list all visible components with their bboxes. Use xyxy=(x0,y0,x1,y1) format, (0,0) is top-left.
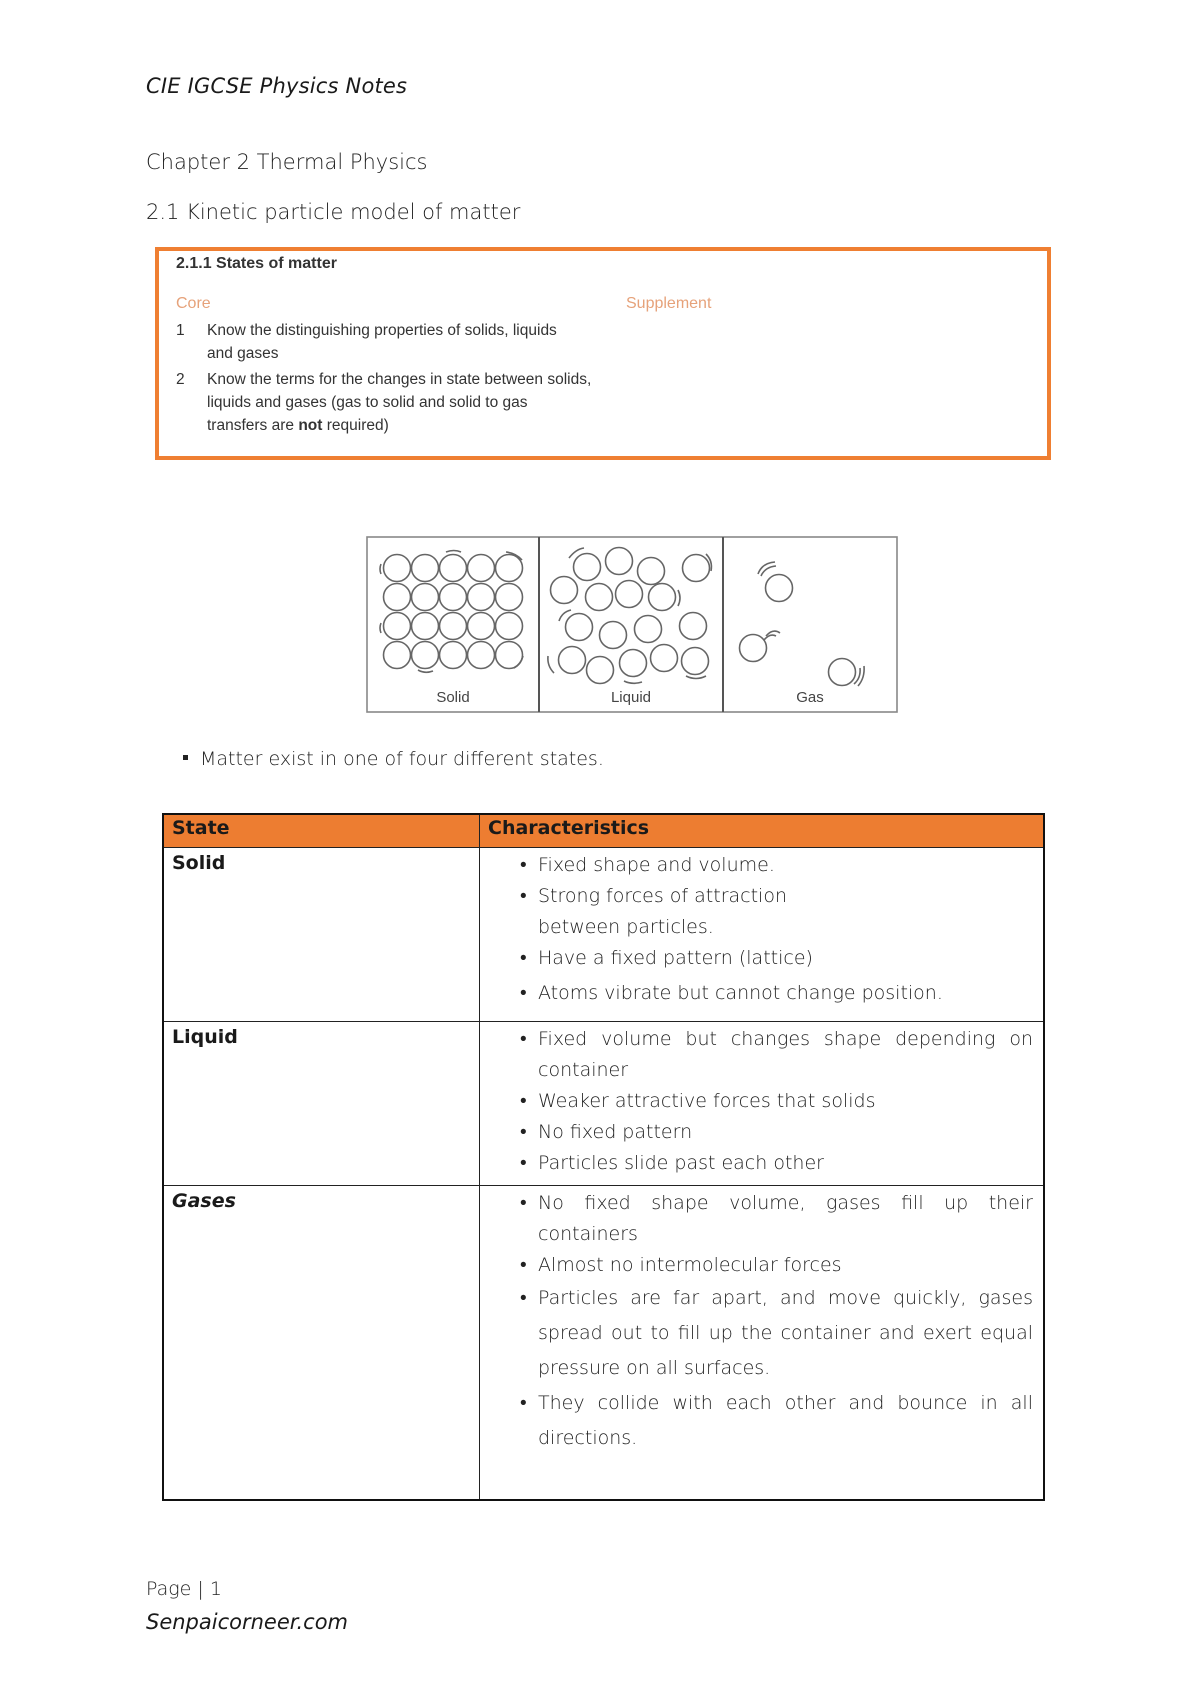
characteristics-cell xyxy=(480,1022,1045,1186)
table-row xyxy=(163,1022,1044,1186)
state-cell: Gases xyxy=(163,1186,480,1501)
syllabus-item-text-part: required) xyxy=(322,417,389,434)
characteristic-item: • Particles are far apart, and move quickly, gases spread out to fill up the container and exert equal pressure on all surfaces. xyxy=(538,1281,1033,1386)
supplement-label: Supplement xyxy=(626,295,712,312)
syllabus-item-text: Know the distinguishing properties of solids, liquids and gases xyxy=(207,322,557,362)
characteristic-item: • Fixed shape and volume. xyxy=(538,850,1033,881)
state-cell: Liquid xyxy=(163,1022,480,1186)
section-title: 2.1 Kinetic particle model of matter xyxy=(146,200,521,224)
table-row xyxy=(163,848,1044,1022)
characteristics-cell xyxy=(480,1186,1045,1501)
syllabus-title: 2.1.1 States of matter xyxy=(176,255,337,272)
footer-site-name: Senpaicorneer.com xyxy=(146,1610,349,1634)
characteristic-item: • They collide with each other and bounce in all directions. xyxy=(538,1386,1033,1456)
column-header-characteristics: Characteristics xyxy=(480,814,1045,848)
core-label: Core xyxy=(176,295,211,312)
syllabus-item xyxy=(176,319,577,365)
states-table xyxy=(162,813,1045,1501)
characteristics-cell xyxy=(480,848,1045,1022)
square-bullet-icon xyxy=(183,755,188,760)
characteristic-item: • Have a fixed pattern (lattice) xyxy=(538,943,1033,974)
syllabus-item xyxy=(176,368,592,437)
syllabus-item-number: 1 xyxy=(176,322,185,339)
diagram-label-liquid: Liquid xyxy=(610,689,652,706)
characteristic-item: • Strong forces of attraction between particles. xyxy=(538,881,838,943)
characteristic-item: • Particles slide past each other xyxy=(538,1148,1033,1179)
column-header-state: State xyxy=(163,814,480,848)
characteristic-item: • Fixed volume but changes shape depending on container xyxy=(538,1024,1033,1086)
intro-bullet-text: Matter exist in one of four different states. xyxy=(200,748,604,770)
table-row xyxy=(163,1186,1044,1501)
syllabus-item-text xyxy=(207,368,592,437)
state-cell: Solid xyxy=(163,848,480,1022)
characteristic-item: • Atoms vibrate but cannot change position. xyxy=(538,978,1033,1009)
diagram-label-solid: Solid xyxy=(436,689,470,706)
characteristic-item: • Weaker attractive forces that solids xyxy=(538,1086,1033,1117)
syllabus-item-text-part: Know the terms for the changes in state between solids, liquids and gases (gas to solid and solid to gas transfers are xyxy=(207,371,592,434)
intro-bullet xyxy=(183,748,604,770)
characteristic-item: • No fixed pattern xyxy=(538,1117,1033,1148)
diagram-label-gas: Gas xyxy=(796,689,824,706)
syllabus-item-emphasis: not xyxy=(298,417,323,434)
states-of-matter-diagram xyxy=(366,536,898,713)
syllabus-box xyxy=(155,247,1051,460)
page-number: Page | 1 xyxy=(146,1578,222,1600)
syllabus-item-number: 2 xyxy=(176,371,185,388)
document-header-title: CIE IGCSE Physics Notes xyxy=(146,74,408,98)
chapter-title: Chapter 2 Thermal Physics xyxy=(146,150,428,174)
table-header-row xyxy=(163,814,1044,848)
particle-diagram-icon xyxy=(366,536,898,713)
characteristic-item: • Almost no intermolecular forces xyxy=(538,1250,1033,1281)
characteristic-item: • No fixed shape volume, gases fill up their containers xyxy=(538,1188,1033,1250)
